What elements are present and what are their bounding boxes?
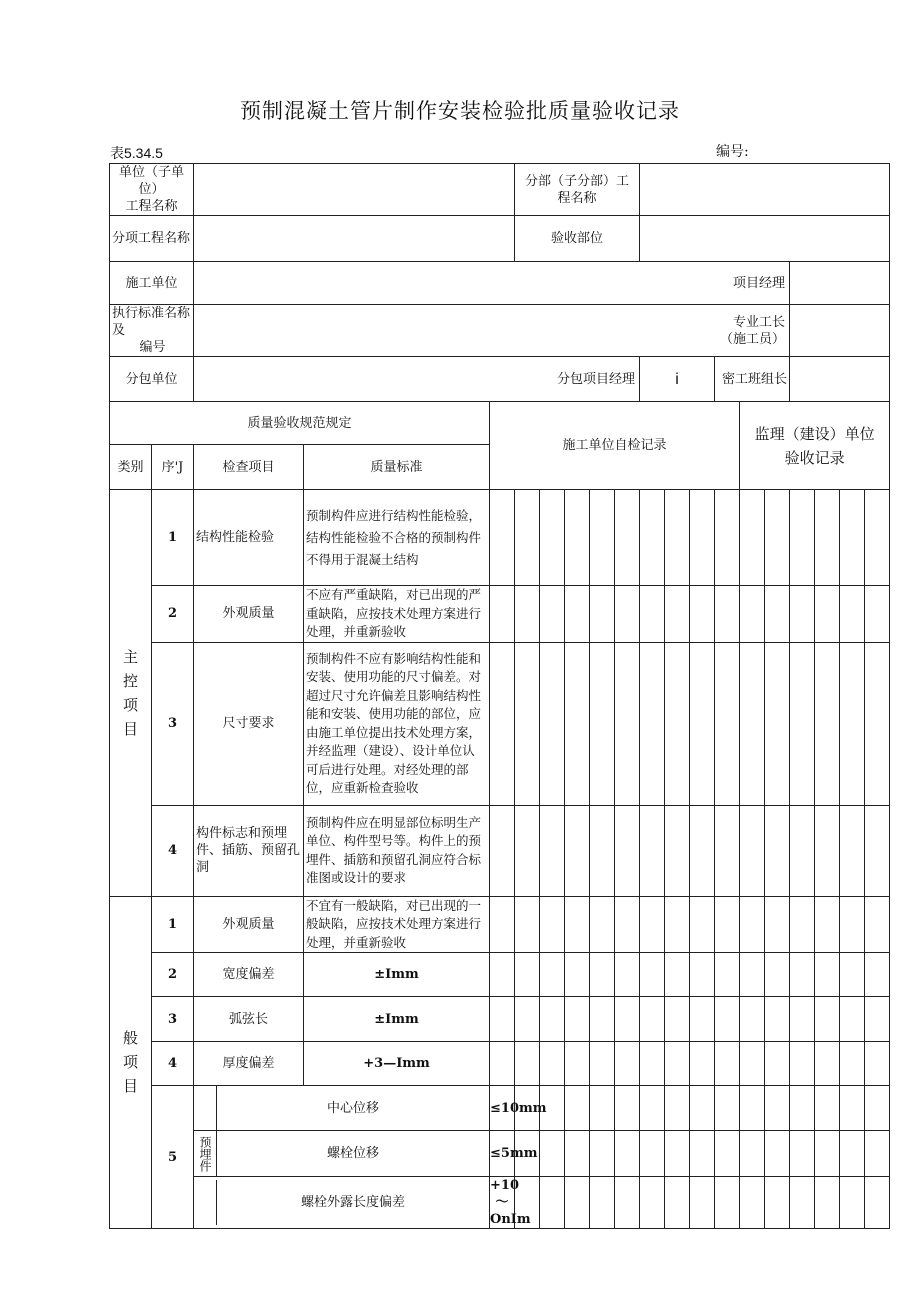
subdivision-label-line1: 分部（子分部）工 — [525, 173, 630, 189]
standard-cell: 预制构件应进行结构性能检验，结构性能检验不合格的预制构件不得用于混凝土结构 — [304, 490, 490, 586]
check-cell[interactable] — [740, 1131, 765, 1177]
check-cell[interactable] — [715, 490, 740, 586]
check-cell[interactable] — [715, 1131, 740, 1177]
category-char: 般 — [122, 1029, 138, 1048]
table-row — [110, 1177, 890, 1229]
category-char: 目 — [122, 1077, 138, 1096]
check-cell[interactable] — [790, 1131, 815, 1177]
check-cell[interactable] — [515, 896, 540, 953]
check-cell[interactable] — [840, 1131, 865, 1177]
check-cell[interactable] — [815, 896, 840, 953]
foreman-value[interactable] — [790, 305, 890, 357]
check-cell[interactable] — [590, 1086, 615, 1131]
check-cell[interactable] — [740, 1086, 765, 1131]
check-cell[interactable] — [640, 1177, 665, 1229]
spec-header: 质量验收规范规定 — [110, 402, 490, 445]
category-char: 项 — [122, 695, 138, 714]
item-cell: 外观质量 — [194, 586, 304, 643]
subdivision-name-value[interactable] — [640, 164, 890, 216]
category-char: 主 — [122, 647, 138, 666]
check-cell[interactable] — [590, 586, 615, 643]
check-cell[interactable] — [790, 805, 815, 896]
check-cell[interactable] — [540, 1177, 565, 1229]
check-cell[interactable] — [740, 953, 765, 997]
table-number: 表5.34.5 — [110, 145, 163, 161]
check-cell[interactable] — [540, 586, 565, 643]
check-cell[interactable] — [690, 896, 715, 953]
check-cell[interactable] — [540, 997, 565, 1042]
check-cell[interactable] — [590, 1177, 615, 1229]
check-cell[interactable] — [790, 490, 815, 586]
check-cell[interactable] — [765, 1131, 790, 1177]
seq-cell: 3 — [152, 642, 194, 805]
check-cell[interactable] — [615, 953, 640, 997]
item-cell: 螺栓外露长度偏差 — [301, 1195, 406, 1210]
check-cell[interactable] — [540, 1131, 565, 1177]
check-cell[interactable] — [490, 896, 515, 953]
check-cell[interactable] — [590, 805, 615, 896]
check-cell[interactable] — [515, 953, 540, 997]
check-cell[interactable] — [690, 1131, 715, 1177]
check-cell[interactable] — [615, 1131, 640, 1177]
general-category — [110, 896, 152, 1229]
check-cell[interactable] — [665, 953, 690, 997]
check-cell[interactable] — [865, 896, 890, 953]
category-char: 项 — [122, 1053, 138, 1072]
check-cell[interactable] — [515, 490, 540, 586]
check-cell[interactable] — [740, 490, 765, 586]
table-row — [110, 953, 890, 997]
standard-name-label — [110, 305, 194, 357]
check-cell[interactable] — [790, 1042, 815, 1086]
check-cell[interactable] — [590, 1131, 615, 1177]
check-cell[interactable] — [765, 490, 790, 586]
check-cell[interactable] — [765, 997, 790, 1042]
seq-cell: 3 — [152, 997, 194, 1042]
check-cell[interactable] — [740, 642, 765, 805]
check-cell[interactable] — [540, 896, 565, 953]
check-cell[interactable] — [665, 896, 690, 953]
check-cell[interactable] — [815, 1177, 840, 1229]
item-cell: 外观质量 — [194, 896, 304, 953]
check-cell[interactable] — [865, 1177, 890, 1229]
check-cell[interactable] — [565, 1042, 590, 1086]
check-cell[interactable] — [640, 896, 665, 953]
table-row — [110, 997, 890, 1042]
check-cell[interactable] — [615, 642, 640, 805]
standard-cell: 不宜有一般缺陷，对已出现的一般缺陷，应按技术处理方案进行处理，并重新验收 — [304, 896, 490, 953]
check-cell[interactable] — [615, 805, 640, 896]
check-cell[interactable] — [865, 1131, 890, 1177]
check-cell[interactable] — [740, 805, 765, 896]
seq-cell: 4 — [152, 805, 194, 896]
check-cell[interactable] — [565, 642, 590, 805]
seq-cell: 5 — [152, 1086, 194, 1229]
check-cell[interactable] — [740, 586, 765, 643]
check-cell[interactable] — [865, 1042, 890, 1086]
standard-cell: ≤5mm — [490, 1131, 515, 1177]
check-cell[interactable] — [790, 586, 815, 643]
check-cell[interactable] — [690, 805, 715, 896]
check-cell[interactable] — [640, 1131, 665, 1177]
check-cell[interactable] — [790, 642, 815, 805]
check-cell[interactable] — [665, 1042, 690, 1086]
check-cell[interactable] — [815, 805, 840, 896]
check-cell[interactable] — [615, 997, 640, 1042]
check-cell[interactable] — [840, 586, 865, 643]
check-cell[interactable] — [565, 997, 590, 1042]
check-cell[interactable] — [540, 490, 565, 586]
check-cell[interactable] — [665, 805, 690, 896]
category-header: 类别 — [110, 445, 152, 490]
check-cell[interactable] — [790, 997, 815, 1042]
check-cell[interactable] — [665, 1086, 690, 1131]
project-name-value[interactable] — [194, 164, 515, 216]
check-cell[interactable] — [590, 490, 615, 586]
category-char: 控 — [122, 671, 138, 690]
check-cell[interactable] — [515, 586, 540, 643]
check-cell[interactable] — [765, 642, 790, 805]
check-cell[interactable] — [740, 896, 765, 953]
check-cell[interactable] — [865, 953, 890, 997]
embedded-group-label — [194, 1131, 217, 1176]
table-row — [110, 1042, 890, 1086]
check-cell[interactable] — [865, 1086, 890, 1131]
check-cell[interactable] — [765, 586, 790, 643]
check-cell[interactable] — [715, 953, 740, 997]
item-cell: 中心位移 — [327, 1100, 380, 1116]
check-cell[interactable] — [690, 1086, 715, 1131]
check-cell[interactable] — [840, 490, 865, 586]
check-cell[interactable] — [715, 1042, 740, 1086]
check-cell[interactable] — [515, 1042, 540, 1086]
check-cell[interactable] — [615, 1177, 640, 1229]
check-cell[interactable] — [490, 586, 515, 643]
subitem-name-value[interactable] — [194, 216, 515, 262]
check-cell[interactable] — [815, 586, 840, 643]
project-manager-value[interactable] — [790, 262, 890, 305]
check-cell[interactable] — [565, 805, 590, 896]
check-cell[interactable] — [690, 490, 715, 586]
check-cell[interactable] — [615, 586, 640, 643]
project-name-label-line2: 工程名称 — [125, 199, 178, 214]
standard-cell: +3—Imm — [304, 1042, 490, 1086]
check-cell[interactable] — [865, 805, 890, 896]
check-cell[interactable] — [815, 997, 840, 1042]
embedded-item-cell — [194, 1131, 490, 1177]
check-cell[interactable] — [565, 896, 590, 953]
item-cell: 宽度偏差 — [194, 953, 304, 997]
check-cell[interactable] — [690, 1177, 715, 1229]
check-cell[interactable] — [690, 642, 715, 805]
inspection-record-table — [109, 163, 890, 1229]
embedded-group-text: 预埋件 — [198, 1135, 213, 1172]
check-cell[interactable] — [790, 1177, 815, 1229]
check-cell[interactable] — [765, 805, 790, 896]
check-cell[interactable] — [715, 642, 740, 805]
check-cell[interactable] — [590, 953, 615, 997]
item-cell: 结构性能检验 — [194, 490, 304, 586]
team-leader-label: 密工班组长 — [715, 357, 790, 402]
check-cell[interactable] — [615, 1042, 640, 1086]
check-cell[interactable] — [590, 896, 615, 953]
standard-cell: 不应有严重缺陷，对已出现的严重缺陷，应按技术处理方案进行处理，并重新验收 — [304, 586, 490, 643]
standard-label-line2: 编号 — [139, 340, 166, 355]
check-cell[interactable] — [640, 1042, 665, 1086]
seq-cell: 1 — [152, 896, 194, 953]
check-cell[interactable] — [865, 642, 890, 805]
item-cell: 构件标志和预埋件、插筋、预留孔洞 — [194, 805, 304, 896]
project-name-label — [110, 164, 194, 216]
check-cell[interactable] — [640, 997, 665, 1042]
serial-number-label: 编号: — [716, 144, 749, 160]
foreman-label — [194, 305, 790, 357]
check-cell[interactable] — [515, 997, 540, 1042]
check-cell[interactable] — [740, 1177, 765, 1229]
contractor-label: 施工单位 — [110, 262, 194, 305]
check-cell[interactable] — [515, 642, 540, 805]
seq-header: 序'J — [152, 445, 194, 490]
supervisor-header-line2: 验收记录 — [784, 448, 845, 467]
check-cell[interactable] — [640, 586, 665, 643]
check-cell[interactable] — [665, 997, 690, 1042]
foreman-label-line2: （施工员） — [720, 331, 786, 347]
check-cell[interactable] — [865, 490, 890, 586]
standard-cell: +10～OnIm — [490, 1178, 531, 1227]
check-cell[interactable] — [515, 805, 540, 896]
check-cell[interactable] — [665, 1177, 690, 1229]
check-cell[interactable] — [715, 896, 740, 953]
standard-cell: ±Imm — [304, 997, 490, 1042]
check-cell[interactable] — [715, 1086, 740, 1131]
table-row — [110, 1086, 890, 1131]
check-cell[interactable] — [840, 805, 865, 896]
item-cell: 螺栓位移 — [327, 1146, 380, 1161]
check-cell[interactable] — [640, 490, 665, 586]
check-cell[interactable] — [715, 997, 740, 1042]
seq-cell: 2 — [152, 586, 194, 643]
check-cell[interactable] — [840, 1042, 865, 1086]
check-cell[interactable] — [665, 490, 690, 586]
standard-header: 质量标准 — [304, 445, 490, 490]
category-char: 目 — [122, 719, 138, 738]
foreman-label-line1: 专业工长 — [733, 314, 786, 330]
check-cell[interactable] — [740, 997, 765, 1042]
check-cell[interactable] — [815, 1042, 840, 1086]
check-cell[interactable] — [665, 586, 690, 643]
standard-cell: 预制构件不应有影响结构性能和安装、使用功能的尺寸偏差。对超过尺寸允许偏差且影响结构性能和安装、使用功能的部位，应由施工单位提出技术处理方案，并经监理（建设）、设计单位认可后进行处理。对经处理的部位，应重新检查验收 — [304, 642, 490, 805]
standard-cell: 预制构件应在明显部位标明生产单位、构件型号等。构件上的预埋件、插筋和预留孔洞应符合标准图或设计的要求 — [304, 805, 490, 896]
acceptance-part-value[interactable] — [640, 216, 890, 262]
check-cell[interactable] — [615, 490, 640, 586]
check-cell[interactable] — [590, 1042, 615, 1086]
check-cell[interactable] — [540, 1042, 565, 1086]
item-cell: 弧弦长 — [194, 997, 304, 1042]
check-cell[interactable] — [615, 1086, 640, 1131]
check-cell[interactable] — [865, 997, 890, 1042]
check-cell[interactable] — [840, 1177, 865, 1229]
check-cell[interactable] — [540, 642, 565, 805]
check-cell[interactable] — [540, 953, 565, 997]
table-row — [110, 1131, 890, 1177]
check-cell[interactable] — [565, 1086, 590, 1131]
project-name-label-line1: 单位（子单位） — [119, 165, 185, 197]
check-cell[interactable] — [865, 586, 890, 643]
seq-cell: 1 — [152, 490, 194, 586]
check-cell[interactable] — [690, 997, 715, 1042]
standard-cell: ≤10mm — [490, 1086, 515, 1131]
check-cell[interactable] — [640, 642, 665, 805]
embedded-item-cell — [194, 1177, 490, 1229]
table-row — [110, 586, 890, 643]
check-cell[interactable] — [815, 490, 840, 586]
check-cell[interactable] — [640, 953, 665, 997]
check-cell[interactable] — [840, 896, 865, 953]
item-cell: 尺寸要求 — [194, 642, 304, 805]
check-cell[interactable] — [490, 805, 515, 896]
check-cell[interactable] — [690, 1042, 715, 1086]
check-cell[interactable] — [740, 1042, 765, 1086]
self-check-header: 施工单位自检记录 — [490, 402, 740, 490]
embedded-group-spacer — [194, 1180, 217, 1225]
check-cell[interactable] — [815, 953, 840, 997]
check-cell[interactable] — [565, 953, 590, 997]
check-cell[interactable] — [765, 1177, 790, 1229]
table-row — [110, 896, 890, 953]
table-row — [110, 642, 890, 805]
check-cell[interactable] — [590, 997, 615, 1042]
supervisor-header — [740, 402, 890, 490]
supervisor-header-line1: 监理（建设）单位 — [754, 424, 875, 443]
check-cell[interactable] — [665, 642, 690, 805]
check-cell[interactable] — [715, 805, 740, 896]
seq-cell: 2 — [152, 953, 194, 997]
check-cell[interactable] — [565, 586, 590, 643]
team-leader-value[interactable] — [790, 357, 890, 402]
subdivision-name-label — [515, 164, 640, 216]
check-cell[interactable] — [840, 953, 865, 997]
standard-label-line1: 执行标准名称及 — [112, 306, 191, 338]
subitem-name-label: 分项工程名称 — [110, 216, 194, 262]
subcontractor-label: 分包单位 — [110, 357, 194, 402]
check-cell[interactable] — [640, 1086, 665, 1131]
check-cell[interactable] — [490, 953, 515, 997]
check-cell[interactable] — [490, 642, 515, 805]
table-row — [110, 805, 890, 896]
check-cell[interactable] — [765, 953, 790, 997]
check-cell[interactable] — [690, 953, 715, 997]
check-cell[interactable] — [840, 1086, 865, 1131]
check-cell[interactable] — [790, 953, 815, 997]
check-cell[interactable] — [815, 1131, 840, 1177]
subdivision-label-line2: 程名称 — [557, 190, 597, 206]
check-cell[interactable] — [490, 997, 515, 1042]
check-cell[interactable] — [715, 1177, 740, 1229]
table-row — [110, 490, 890, 586]
check-cell[interactable] — [615, 896, 640, 953]
item-header: 检查项目 — [194, 445, 304, 490]
check-cell[interactable] — [790, 1086, 815, 1131]
check-cell[interactable] — [590, 642, 615, 805]
check-cell[interactable] — [815, 1086, 840, 1131]
check-cell[interactable] — [490, 490, 515, 586]
check-cell[interactable] — [565, 490, 590, 586]
embedded-item-cell — [194, 1086, 490, 1131]
standard-cell: ±Imm — [304, 953, 490, 997]
embedded-group-spacer — [194, 1086, 217, 1130]
check-cell[interactable] — [565, 1131, 590, 1177]
check-cell[interactable] — [665, 1131, 690, 1177]
check-cell[interactable] — [765, 896, 790, 953]
check-cell[interactable] — [565, 1177, 590, 1229]
check-cell[interactable] — [815, 642, 840, 805]
check-cell[interactable] — [540, 805, 565, 896]
seq-cell: 4 — [152, 1042, 194, 1086]
check-cell[interactable] — [840, 642, 865, 805]
project-manager-label: 项目经理 — [194, 262, 790, 305]
check-cell[interactable] — [765, 1086, 790, 1131]
check-cell[interactable] — [790, 896, 815, 953]
check-cell[interactable] — [715, 586, 740, 643]
sub-pm-value: i — [640, 357, 715, 402]
sub-project-manager-label: 分包项目经理 — [194, 357, 640, 402]
check-cell[interactable] — [640, 805, 665, 896]
check-cell[interactable] — [490, 1042, 515, 1086]
acceptance-part-label: 验收部位 — [515, 216, 640, 262]
check-cell[interactable] — [690, 586, 715, 643]
page-title: 预制混凝土管片制作安装检验批质量验收记录 — [240, 99, 680, 123]
check-cell[interactable] — [840, 997, 865, 1042]
item-cell: 厚度偏差 — [194, 1042, 304, 1086]
check-cell[interactable] — [765, 1042, 790, 1086]
main-control-category — [110, 490, 152, 897]
